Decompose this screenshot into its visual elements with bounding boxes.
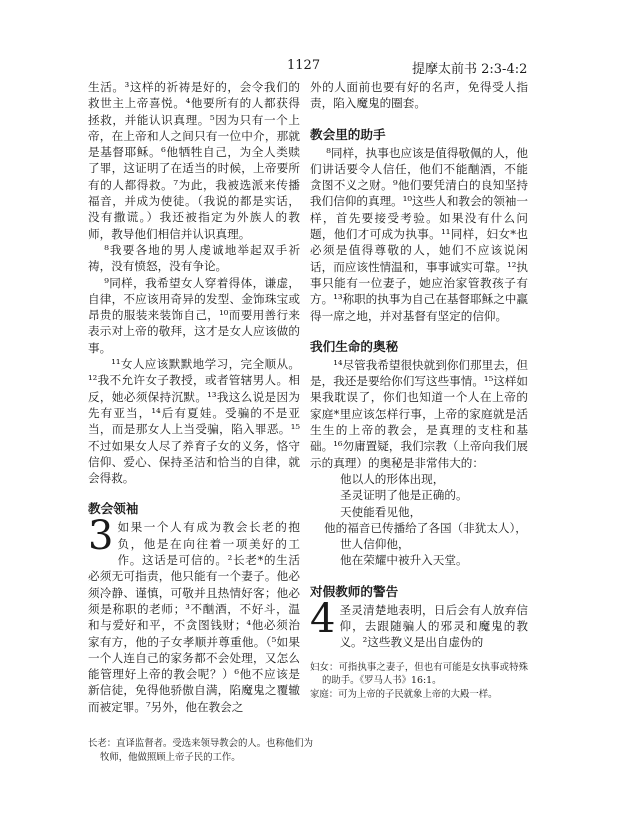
paragraph: 生活。³这样的祈祷是好的，会令我们的救世主上帝喜悦。⁴他要所有的人都获得拯救，并能认识真理。⁵因为只有一个上帝，在上帝和人之间只有一位中介，那就是基督耶稣。⁶他牺牲自己，为全人类赎了罪，这证明了在适当的时候，上帝要所有的人都得救。⁷为此，我被选派来传播福音，并成为使徒。（我说的都是实话，没有撒谎。）我还被指定为外族人的教师，教导他们相信并认识真理。: [88, 80, 300, 241]
book-reference: 提摩太前书 2:3-4:2: [412, 62, 528, 77]
left-column: [88, 79, 300, 715]
footnote: 家庭：可为上帝的子民就象上帝的大殿一样。: [310, 688, 498, 700]
poem-line: 圣灵证明了他是正确的。: [340, 488, 468, 503]
paragraph: ⁹同样，我希望女人穿着得体，谦虚，自律，不应该用奇异的发型、金饰珠宝或昂贵的服装来装饰自己，¹⁰而要用善行来表示对上帝的敬拜，这才是女人应该做的事。: [88, 275, 300, 355]
footnote: 妇女：可指执事之妻子，但也有可能是女执事或特殊的助手。《罗马人书》16:1。: [310, 661, 528, 687]
footnotes-right: [310, 661, 528, 702]
poem-line: 天使能看见他，: [340, 504, 422, 519]
chapter-block: [88, 513, 300, 715]
poem-line: 他在荣耀中被升入天堂。: [340, 553, 468, 568]
paragraph: ⁸我要各地的男人虔诚地举起双手祈祷，没有愤怒，没有争论。: [88, 242, 300, 274]
footnote: 长老：直译监督者。受选来领导教会的人。也称他们为牧师，他做照顾上帝子民的工作。: [88, 738, 314, 763]
right-column: [310, 79, 528, 701]
chapter-number: 3: [88, 513, 114, 560]
poem-line: 世人信仰他，: [340, 537, 410, 552]
poem-line: 他的福音已传播给了各国（非犹太人），: [324, 520, 527, 535]
paragraph: ¹¹女人应该默默地学习，完全顺从。¹²我不允许女子教授，或者管辖男人。相反，她必须保持沉默。¹³我这么说是因为先有亚当，¹⁴后有夏娃。受骗的不是亚当，而是那女人上当受骗，陷入罪恶。¹⁵不过如果女人尽了养育子女的义务，恪守信仰、爱心、保持圣洁和恰当的自律，就会得救。: [88, 357, 300, 486]
section-heading: 教会领袖: [88, 501, 139, 517]
section-heading: 我们生命的奥秘: [310, 338, 399, 354]
chapter-block: [310, 595, 528, 651]
poem-line: 他以人的形体出现，: [340, 471, 445, 486]
chapter-number: 4: [310, 595, 336, 642]
paragraph: ⁸同样，执事也应该是值得敬佩的人，他们讲话要令人信任，他们不能酗酒，不能贪图不义之财。⁹他们要凭清白的良知坚持我们信仰的真理。¹⁰这些人和教会的领袖一样，首先要接受考验。如果没有什么问题，他们才可成为执事。¹¹同样，妇女*也必须是值得尊敬的人，她们不应该说闲话，而应该性情温和，事事诚实可靠。¹²执事只能有一位妻子，她应治家管教孩子有方。¹³称职的执事为自己在基督耶稣之中赢得一席之地，并对基督有坚定的信仰。: [310, 145, 528, 323]
paragraph: ¹⁴尽管我希望很快就到你们那里去，但是，我还是要给你们写这些事情。¹⁵这样如果我耽误了，你们也知道一个人在上帝的家庭*里应该怎样行事，上帝的家庭就是活生生的上帝的教会，是真理的支柱和基础。¹⁶勿庸置疑，我们宗教（上帝向我们展示的真理）的奥秘是非常伟大的：: [310, 357, 528, 470]
section-heading: 对假教师的警告: [310, 583, 399, 599]
page-number: 1127: [287, 58, 321, 73]
paragraph: 如果一个人有成为教会长老的抱负，他是在向往着一项美好的工作。这话是可信的。²长老*的生活必须无可指责，他只能有一个妻子。他必须冷静、谨慎，可敬并且热情好客；他必须是称职的老师；³不酗酒，不好斗，温和与爱好和平，不贪图钱财；⁴他必须治家有方，他的子女孝顺并尊重他。（⁵如果一个人连自己的家务都不会处理，又怎么能管理好上帝的教会呢？）⁶他不应该是新信徒，免得他骄傲自满，陷魔鬼之覆辙而被定罪。⁷另外，他在教会之: [88, 520, 300, 714]
section-heading: 教会里的助手: [310, 126, 386, 142]
paragraph: 圣灵清楚地表明，日后会有人放弃信仰，去跟随骗人的邪灵和魔鬼的教义。²这些教义是出自虚伪的: [339, 602, 528, 650]
paragraph: 外的人面前也要有好的名声，免得受人指责，陷入魔鬼的圈套。: [310, 80, 528, 111]
